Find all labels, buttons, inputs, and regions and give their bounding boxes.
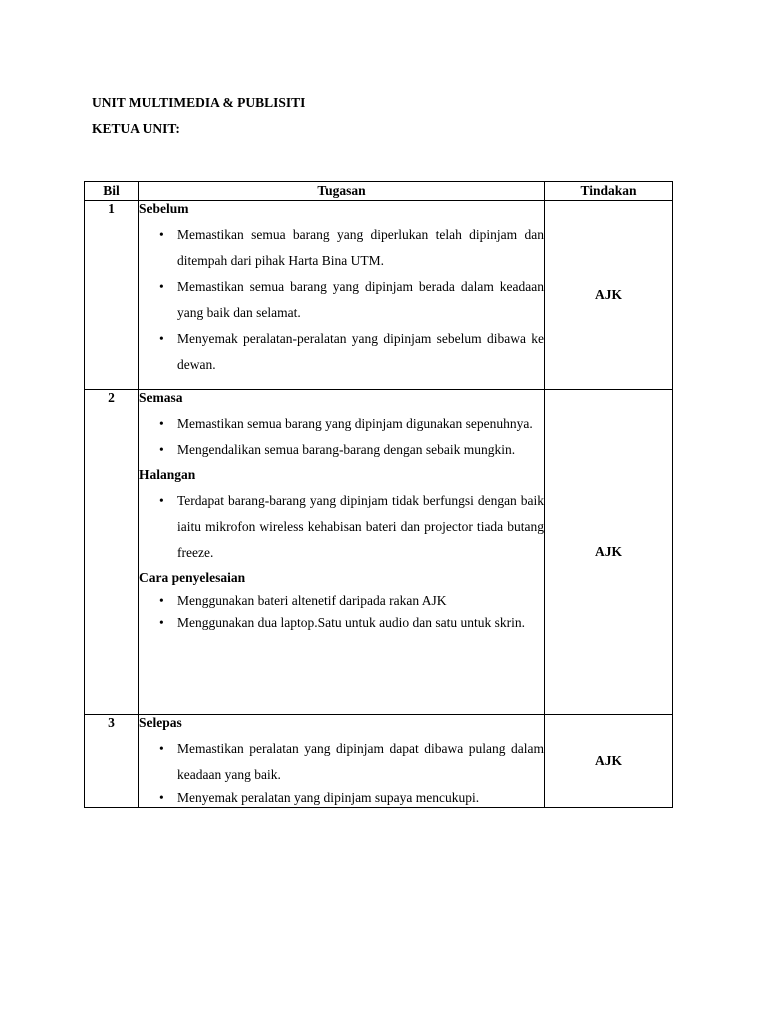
list-item-text: Memastikan semua barang yang dipinjam berada dalam keadaan yang baik dan selamat. (177, 279, 544, 320)
unit-head-label: KETUA UNIT: (92, 121, 180, 136)
action-cell: AJK (545, 201, 673, 390)
table-row (85, 390, 673, 715)
list-item-text: Memastikan semua barang yang dipinjam digunakan sepenuhnya. (177, 416, 533, 431)
list-item-text: Menggunakan dua laptop.Satu untuk audio dan satu untuk skrin. (177, 615, 525, 630)
bullet-icon: • (159, 593, 164, 608)
list-item (139, 326, 544, 378)
bullet-icon: • (159, 227, 164, 242)
list-item-text: Mengendalikan semua barang-barang dengan sebaik mungkin. (177, 442, 516, 457)
task-list (139, 736, 544, 807)
section-title: Sebelum (139, 201, 189, 216)
section-title: Cara penyelesaian (139, 570, 246, 585)
task-list (139, 591, 544, 636)
list-item (139, 736, 544, 788)
header-tindakan: Tindakan (545, 182, 673, 201)
list-item (139, 222, 544, 274)
list-item (139, 788, 544, 807)
list-item-text: Menggunakan bateri altenetif daripada rakan AJK (177, 593, 447, 608)
header-bil: Bil (85, 182, 139, 201)
bullet-icon: • (159, 741, 164, 756)
section-title: Halangan (139, 467, 196, 482)
bullet-icon: • (159, 790, 164, 805)
list-item-text: Memastikan semua barang yang diperlukan telah dipinjam dan ditempah dari pihak Harta Bina UTM. (177, 227, 544, 268)
task-cell (139, 390, 545, 715)
action-cell: AJK (545, 715, 673, 808)
task-cell (139, 715, 545, 808)
bullet-icon: • (159, 442, 164, 457)
list-item (139, 437, 544, 463)
list-item-text: Menyemak peralatan-peralatan yang dipinjam sebelum dibawa ke dewan. (177, 331, 544, 372)
bullet-icon: • (159, 331, 164, 346)
task-list (139, 488, 544, 566)
table-row (85, 201, 673, 390)
task-list (139, 222, 544, 378)
row-number: 3 (85, 715, 139, 808)
list-item (139, 591, 544, 610)
header-tugasan: Tugasan (139, 182, 545, 201)
bullet-icon: • (159, 279, 164, 294)
list-item-text: Terdapat barang-barang yang dipinjam tidak berfungsi dengan baik iaitu mikrofon wireless kehabisan bateri dan projector tiada butang freeze. (177, 493, 544, 560)
unit-title: UNIT MULTIMEDIA & PUBLISITI (92, 95, 306, 110)
list-item (139, 488, 544, 566)
list-item-text: Memastikan peralatan yang dipinjam dapat dibawa pulang dalam keadaan yang baik. (177, 741, 544, 782)
action-cell: AJK (545, 390, 673, 715)
table-row (85, 715, 673, 808)
section-title: Selepas (139, 715, 182, 730)
list-item (139, 274, 544, 326)
task-table (84, 181, 673, 808)
list-item-text: Menyemak peralatan yang dipinjam supaya mencukupi. (177, 790, 480, 805)
task-cell (139, 201, 545, 390)
section-title: Semasa (139, 390, 183, 405)
table-header-row (85, 182, 673, 201)
task-list (139, 411, 544, 463)
list-item (139, 411, 544, 437)
bullet-icon: • (159, 416, 164, 431)
row-number: 1 (85, 201, 139, 390)
row-number: 2 (85, 390, 139, 715)
bullet-icon: • (159, 493, 164, 508)
list-item (139, 610, 544, 636)
bullet-icon: • (159, 615, 164, 630)
